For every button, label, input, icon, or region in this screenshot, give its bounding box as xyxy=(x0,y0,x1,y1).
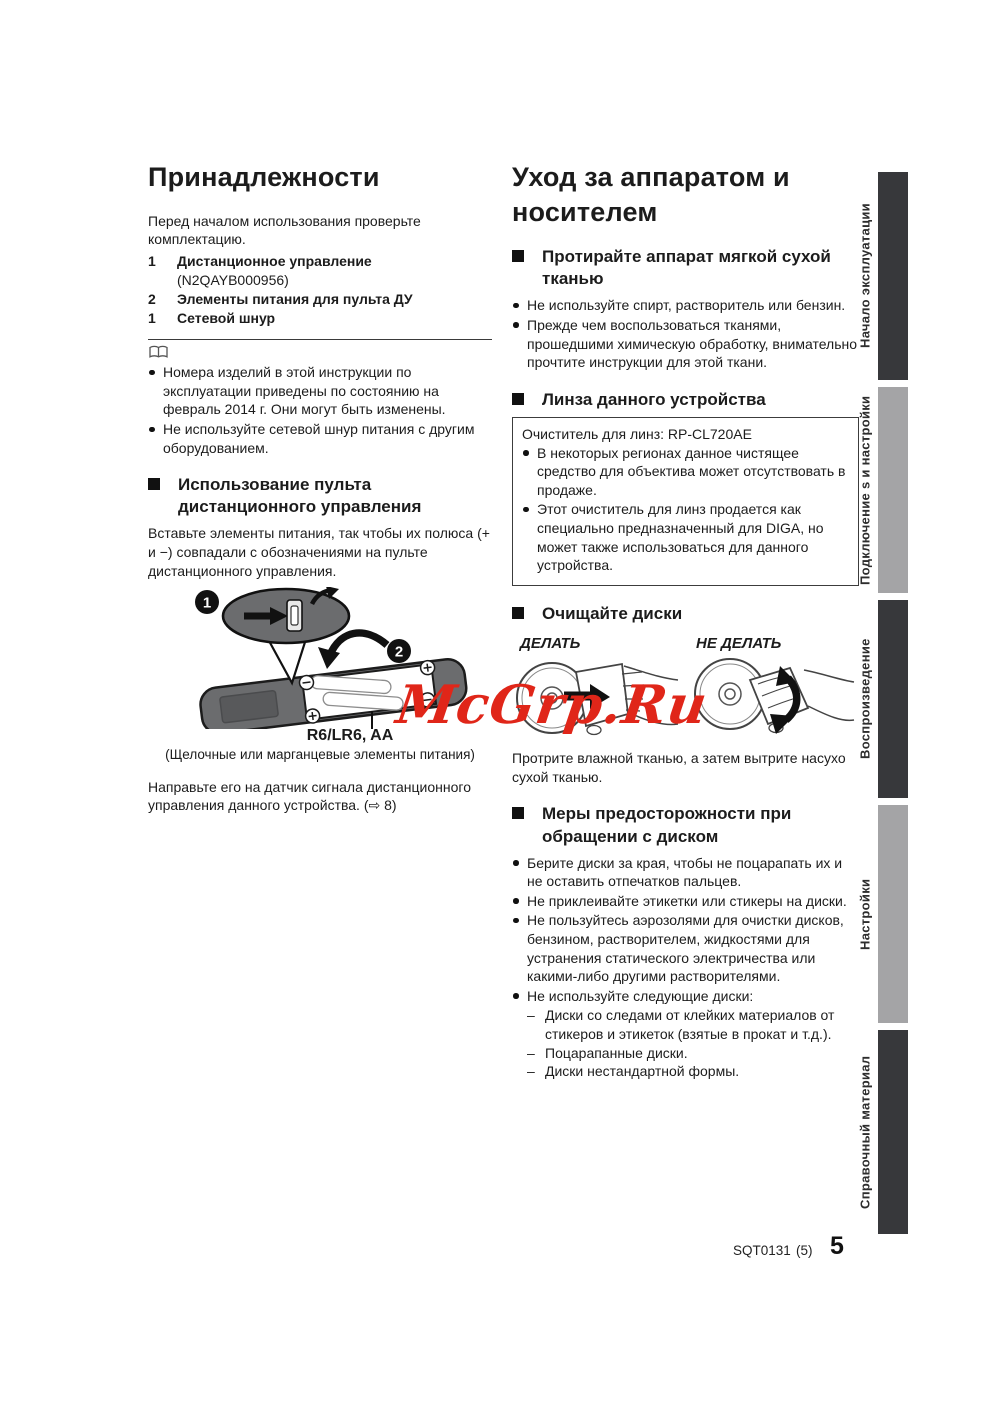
sidebar-tab-block xyxy=(878,387,908,593)
forbidden-disc-item: – Поцарапанные диски. xyxy=(527,1044,859,1063)
accessory-qty: 2 xyxy=(148,291,156,308)
sidebar-tab-label: Воспроизведение xyxy=(857,638,873,760)
forbidden-disc-item: – Диски нестандартной формы. xyxy=(527,1062,859,1081)
care-title: Уход за аппаратом и носителем xyxy=(512,162,790,227)
sidebar-tab-label: Начало эксплуатации xyxy=(857,203,873,349)
accessory-item xyxy=(148,309,492,328)
lens-bullet: В некоторых регионах данное чистящее средство для объектива может отсутствовать в продаже. xyxy=(522,444,849,500)
remote-usage-body: Вставьте элементы питания, так чтобы их полюса (+ и −) совпадали с обозначениями на пульте дистанционного управления. xyxy=(148,525,490,579)
lens-bullet: Этот очиститель для линз продается как специально предназначенный для DIGA, но может также использоваться для данного устройства. xyxy=(522,500,849,574)
battery-type-label: R6/LR6, AA xyxy=(306,726,394,744)
sidebar-tab-settings xyxy=(852,805,908,1023)
disc-dont-figure xyxy=(688,631,858,747)
handling-bullet: Не пользуйтесь аэрозолями для очистки дисков, бензином, растворителем, жидкостями для устранения статического электричества или какими-либо другими растворителями. xyxy=(512,911,859,985)
accessory-qty: 1 xyxy=(148,253,156,270)
footer-page-number: 5 xyxy=(830,1232,844,1260)
note-book-icon xyxy=(148,345,169,360)
forbidden-disc-list xyxy=(512,1006,859,1080)
handling-bullet: Берите диски за края, чтобы не поцарапать их и не оставить отпечатков пальцев. xyxy=(512,854,859,891)
accessory-label: Дистанционное управление xyxy=(177,253,372,270)
accessory-label: Сетевой шнур xyxy=(177,310,276,327)
bullet-icon xyxy=(523,450,529,456)
care-bullet: Не используйте спирт, растворитель или бензин. xyxy=(512,296,859,315)
note-item xyxy=(148,420,492,457)
bullet-icon xyxy=(149,370,155,376)
sidebar-tab-label: Подключение s и настройки xyxy=(857,395,873,585)
footer-doc-code: SQT0131 xyxy=(733,1243,791,1258)
bullet-icon xyxy=(513,918,519,924)
handling-bullet: Не приклеивайте этикетки или стикеры на диски. xyxy=(512,892,859,911)
handling-bullet: Не используйте следующие диски: xyxy=(512,987,859,1006)
accessory-item xyxy=(148,252,492,271)
forbidden-disc-item: – Диски со следами от клейких материалов от стикеров и этикеток (взятые в прокат и т.д.). xyxy=(527,1006,859,1043)
bullet-icon xyxy=(513,860,519,866)
do-label: ДЕЛАТЬ xyxy=(520,634,581,652)
bullet-icon xyxy=(513,993,519,999)
sidebar-tab-reference xyxy=(852,1030,908,1234)
remote-usage-heading: Использование пульта дистанционного управления xyxy=(148,474,492,518)
square-bullet-icon xyxy=(512,250,524,262)
square-bullet-icon xyxy=(148,478,160,490)
sidebar-tab-block xyxy=(878,1030,908,1234)
square-bullet-icon xyxy=(512,607,524,619)
step-1-number: 1 xyxy=(202,594,212,612)
note-text: Номера изделий в этой инструкции по эксплуатации приведены по состоянию на февраль 2014 г. Они могут быть изменены. xyxy=(163,364,446,418)
sidebar-tab-playback xyxy=(852,600,908,798)
footer-page-paren: (5) xyxy=(796,1243,813,1258)
clean-discs-heading: Очищайте диски xyxy=(512,603,859,625)
sidebar-tab-block xyxy=(878,805,908,1023)
lens-cleaner-box xyxy=(512,417,859,586)
bullet-icon xyxy=(149,427,155,433)
sidebar-tab-block xyxy=(878,600,908,798)
accessories-title: Принадлежности xyxy=(148,162,380,192)
sidebar-tab-block xyxy=(878,172,908,380)
aim-note: Направьте его на датчик сигнала дистанционного управления данного устройства. (⇨ 8) xyxy=(148,778,471,814)
sidebar-tab-start xyxy=(852,172,908,380)
sidebar-tab-label: Настройки xyxy=(857,878,873,950)
square-bullet-icon xyxy=(512,393,524,405)
care-section xyxy=(512,160,859,1081)
bullet-icon xyxy=(513,322,519,328)
step-2-number: 2 xyxy=(394,643,404,661)
accessory-qty: 1 xyxy=(148,310,156,327)
accessory-label: Элементы питания для пульта ДУ xyxy=(177,291,413,308)
bullet-icon xyxy=(523,507,529,513)
bullet-icon xyxy=(513,303,519,309)
divider xyxy=(148,339,492,340)
watermark: McGrp.Ru xyxy=(392,674,712,736)
dont-label: НЕ ДЕЛАТЬ xyxy=(696,634,782,652)
sidebar-tab-connection xyxy=(852,387,908,593)
battery-note: (Щелочные или марганцевые элементы питания) xyxy=(165,746,475,762)
square-bullet-icon xyxy=(512,807,524,819)
wipe-note: Протрите влажной тканью, а затем вытрите насухо сухой тканью. xyxy=(512,749,846,785)
accessories-intro: Перед началом использования проверьте комплектацию. xyxy=(148,212,421,248)
note-text: Не используйте сетевой шнур питания с другим оборудованием. xyxy=(163,421,475,456)
care-bullet: Прежде чем воспользоваться тканями, прошедшими химическую обработку, внимательно прочтите инструкции для этой ткани. xyxy=(512,316,859,372)
disc-wipe-wrong-illustration xyxy=(688,654,856,742)
wipe-heading: Протирайте аппарат мягкой сухой тканью xyxy=(512,246,859,290)
handling-heading: Меры предосторожности при обращении с диском xyxy=(512,803,859,847)
sidebar-tab-label: Справочный материал xyxy=(857,1055,873,1209)
accessory-item xyxy=(148,290,492,309)
lens-cleaner-model: Очиститель для линз: RP-CL720AE xyxy=(522,425,752,442)
lens-heading: Линза данного устройства xyxy=(512,389,859,411)
bullet-icon xyxy=(513,898,519,904)
accessory-model: (N2QAYB000956) xyxy=(177,272,289,289)
note-item xyxy=(148,363,492,419)
